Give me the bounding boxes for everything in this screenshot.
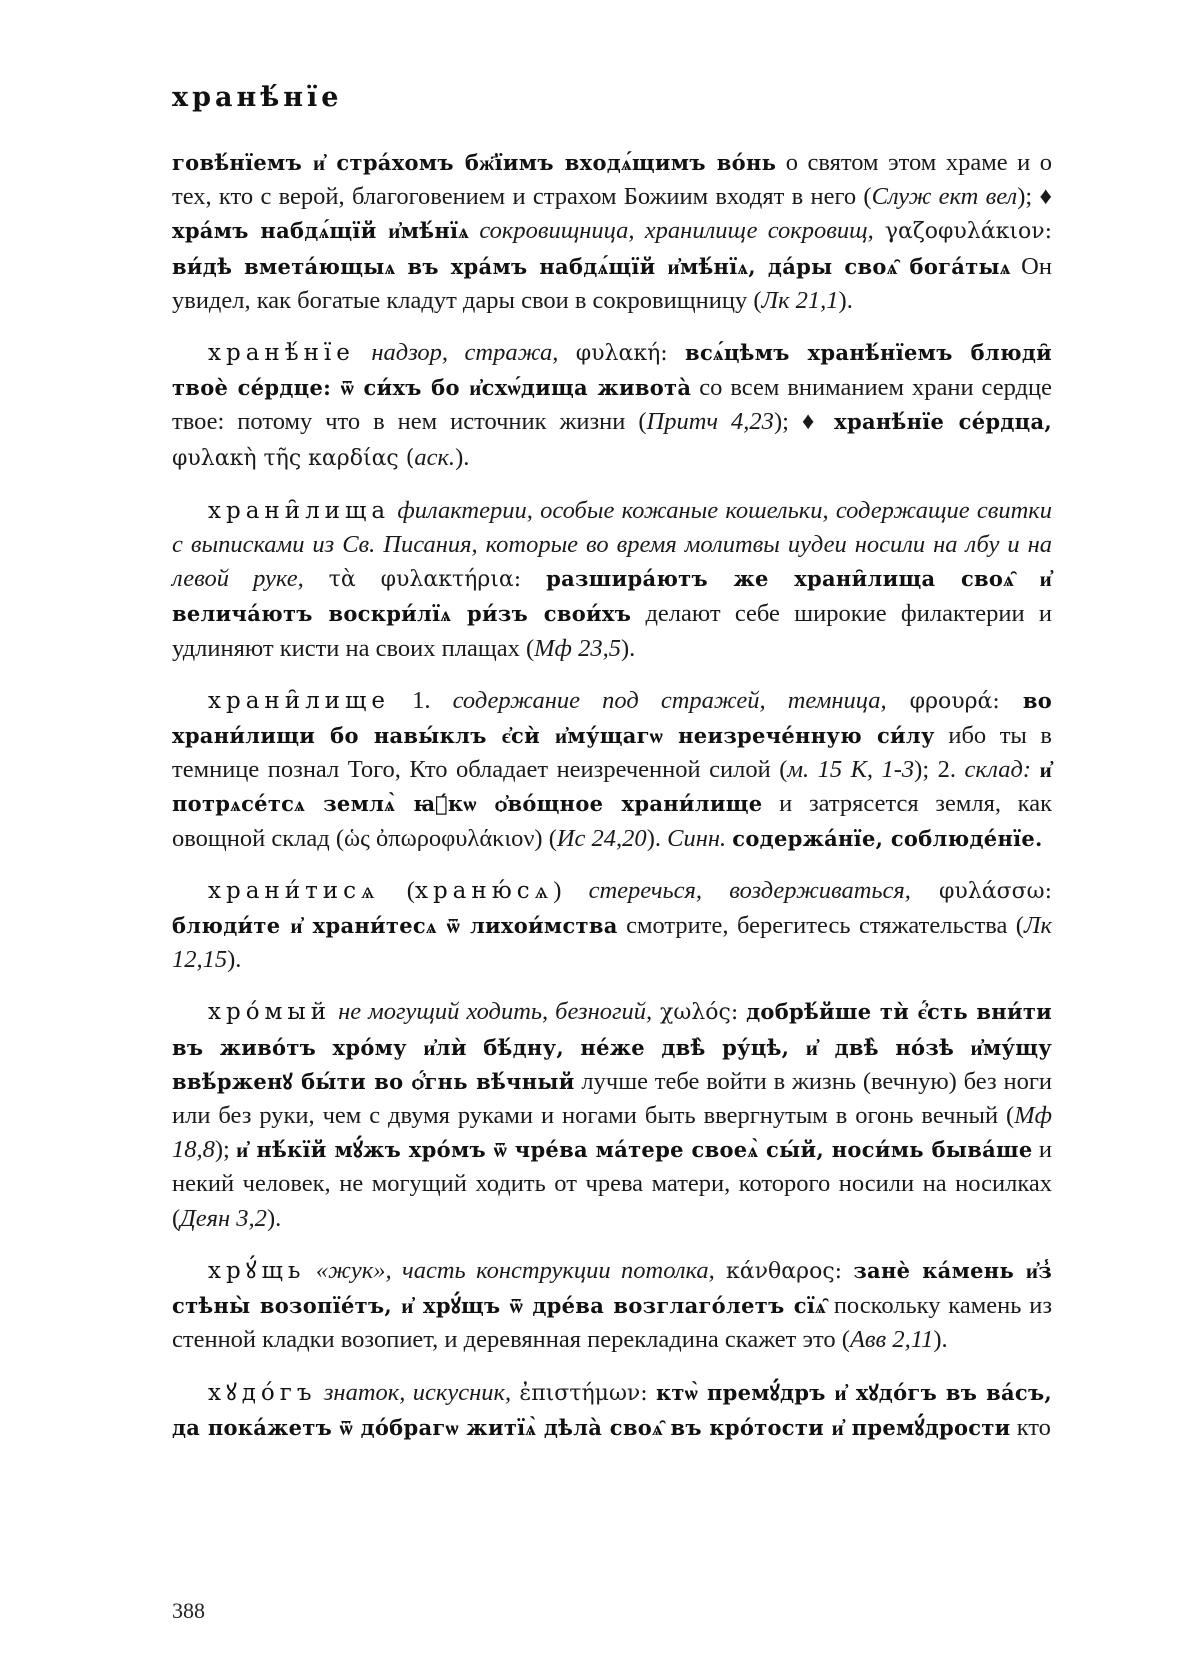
church-slavonic-quote: ви́дѣ вмета́ющыѧ въ хра́мъ набдѧ́щїй и҆мѣ́нїѧ, да́ры своѧ̑ бога́тыѧ [172,253,1011,279]
church-slavonic-quote: занѐ ка́мень и҆з̾ стѣны̀ возопїе́тъ, и҆ хрꙋ́щъ ѿ дре́ва возглаго́летъ сїѧ̑ [172,1257,1053,1319]
running-head: хранѣ́нїе [172,82,343,113]
source-reference: Лк 21,1 [761,286,839,314]
definition-text: сокровищница, хранилище сокровищ, [479,217,874,245]
spacer [469,217,479,244]
church-slavonic-quote: во храни́лищи бо навы́клъ є҆сѝ и҆му́щагѡ неизрече́нную си́лу [172,687,1053,749]
spacer [355,339,371,366]
synonyms-label: Синн. [667,824,727,852]
greek-equivalent: φυλάσσω: [910,878,1052,904]
punctuation: ). [933,1326,948,1354]
entry-headword: хꙋдо́гъ [208,1379,317,1406]
dictionary-entry [172,494,1052,666]
translation-text: делают себе широкие филактерии и удлиняют кисти на своих плащах ( [172,600,1052,662]
punctuation: ). [620,634,636,662]
dictionary-entry [172,995,1052,1235]
church-slavonic-quote: ктѡ̀ премꙋ́дръ и҆ хꙋдо́гъ въ ва́съ, да пока́жетъ ѿ до́брагѡ житїѧ̀ дѣла̀ своѧ̑ въ кро́тости и҆ премꙋ́дрости [172,1379,1052,1440]
punctuation: ). [838,286,853,314]
church-slavonic-quote: разшира́ютъ же храни̑лища своѧ̑ и҆ велича́ютъ воскри́лїѧ ри́зъ свои́хъ [172,566,1053,627]
entry-headword: храни̑лища [208,497,391,524]
dictionary-entry [172,336,1052,476]
church-slavonic-quote: всѧ́цѣмъ хранѣ́нїемъ блюди̑ твоѐ се́рдце: ѿ си́хъ бо и҆схѡ́дища живота̀ [172,340,1052,401]
source-reference: Служ ект вел [871,183,1018,211]
punctuation: ( [379,876,415,904]
source-reference: м. 15 К, 1-3 [787,756,915,784]
translation-text: поскольку камень из стенной кладки возопиет, и деревянная перекладина скажет это ( [172,1292,1052,1354]
spacer [305,1257,315,1284]
greek-equivalent: χωλός: [652,1000,747,1026]
punctuation: ). [455,443,470,471]
translation-text: ибо ты в темнице познал Того, Кто обладает неизреченной силой ( [172,722,1053,784]
punctuation: ). [266,1204,282,1232]
dictionary-entry [172,1254,1052,1358]
spacer [331,998,338,1025]
definition-text: стеречься, воздерживаться, [588,876,911,904]
church-slavonic-quote: и҆ нѣ́кїй мꙋ́жъ хро́мъ ѿ чре́ва ма́тере своеѧ̀ сы́й, носи́мь быва́ше [236,1137,1033,1163]
dictionary-entry [172,874,1052,978]
definition-text: надзор, стража, [371,339,559,367]
source-reference: Мф 23,5 [534,634,621,662]
church-slavonic-quote: говѣ́нїемъ и҆ стра́хомъ бж҃їимъ входѧ́щимъ во́нь [172,150,777,175]
punctuation: ). [646,824,668,852]
dictionary-entry [172,684,1052,856]
punctuation: ). [227,946,242,974]
entry-headword: хрꙋ́щь [208,1257,306,1284]
translation-text: и затрясется земля, как овощной склад (ὡς ὀπωροφυλάκιον) ( [172,790,1052,852]
entry-headword: храни́тисѧ [208,877,380,904]
punctuation: ) [553,876,589,904]
translation-text: лучше тебе войти в жизнь (вечную) без ноги или без руки, чем с двумя руками и ногами быть ввергнутым в огонь вечный ( [172,1067,1052,1130]
greek-equivalent: φυλακή: [558,341,686,367]
entries-column [172,146,1052,1463]
synonyms-list: содержа́нїе, соблюде́нїе. [732,825,1043,851]
definition-text: знаток, искусник, [323,1378,512,1406]
entry-headword: хранѣ́нїе [208,340,355,367]
entry-headword-form: храню́сѧ [414,877,554,904]
source-reference: Лк 12,15 [172,912,1052,974]
punctuation: ); ♦ [1017,183,1053,211]
page-number: 388 [172,1598,205,1623]
greek-equivalent: τὰ φυλακτήρια: [303,567,547,593]
source-reference: аск. [414,443,456,471]
spacer [316,1379,323,1406]
entry-continuation [172,146,1052,318]
spacer [1031,756,1040,783]
sense-number: ); 2. [914,756,965,784]
church-slavonic-quote: и҆ потрѧсе́тсѧ землѧ̀ ꙗ҆́кѡ ѻ҆во́щное храни́лище [172,757,1052,817]
church-slavonic-phrase: хра́мъ набдѧ́щїй и҆мѣ́нїѧ [172,218,470,244]
church-slavonic-quote: блюди́те и҆ храни́тесѧ ѿ лихои́мства [172,913,618,939]
translation-text: кто [1010,1413,1051,1441]
source-reference: Мф 18,8 [172,1102,1052,1164]
greek-equivalent: φρουρά: [886,688,1023,714]
definition-text: «жук», часть конструкции потолка, [315,1256,715,1284]
definition-text: не могущий ходить, безногий, [338,998,653,1026]
greek-equivalent: φυλακὴ τῆς καρδίας ( [172,445,415,471]
translation-text: и некий человек, не могущий ходить от чрева матери, которого носили на носилках ( [172,1136,1052,1232]
source-reference: Авв 2,11 [849,1326,934,1354]
church-slavonic-quote: добрѣ́йше тѝ є҆́сть вни́ти въ живо́тъ хро́му и҆лѝ бѣ́дну, не́же двѣ̀ ру́цѣ, и҆ двѣ̀ но́зѣ и҆му́щу ввѣ́рженꙋ бы́ти во ѻ҆́гнь вѣ́чный [172,999,1053,1094]
translation-text: о святом этом храме и о тех, кто с верой, благоговением и страхом Божиим входят в него ( [172,149,1052,211]
definition-text: склад: [964,756,1032,784]
source-reference: Ис 24,20 [556,824,647,852]
translation-text: Он увидел, как богатые кладут дары свои в сокровищницу ( [172,252,1052,314]
punctuation: ); [214,1136,237,1164]
translation-text: смотрите, берегитесь стяжательства ( [617,912,1024,940]
entry-headword: хро́мый [208,999,332,1026]
translation-text: со всем вниманием храни сердце твое: потому что в нем источник жизни ( [172,374,1052,436]
greek-equivalent: κάνθαρος: [714,1258,854,1284]
church-slavonic-phrase: хранѣ́нїе се́рдца, [834,409,1053,435]
source-reference: Притч 4,23 [646,408,774,436]
source-reference: Деян 3,2 [180,1204,267,1232]
greek-equivalent: ἐπιστήμων: [511,1380,656,1406]
dictionary-entry [172,1376,1052,1445]
sense-number: 1. [390,686,453,714]
entry-headword: храни̑лище [208,687,391,714]
definition-text: филактерии, особые кожаные кошельки, содержащие свитки с выписками из Св. Писания, которые во время молитвы иудеи носили на лбу и на левой руке, [172,496,1052,593]
greek-equivalent: γαζοφυλάκιον: [873,219,1053,245]
definition-text: содержание под стражей, темница, [452,686,887,714]
punctuation: ); ♦ [773,408,835,436]
